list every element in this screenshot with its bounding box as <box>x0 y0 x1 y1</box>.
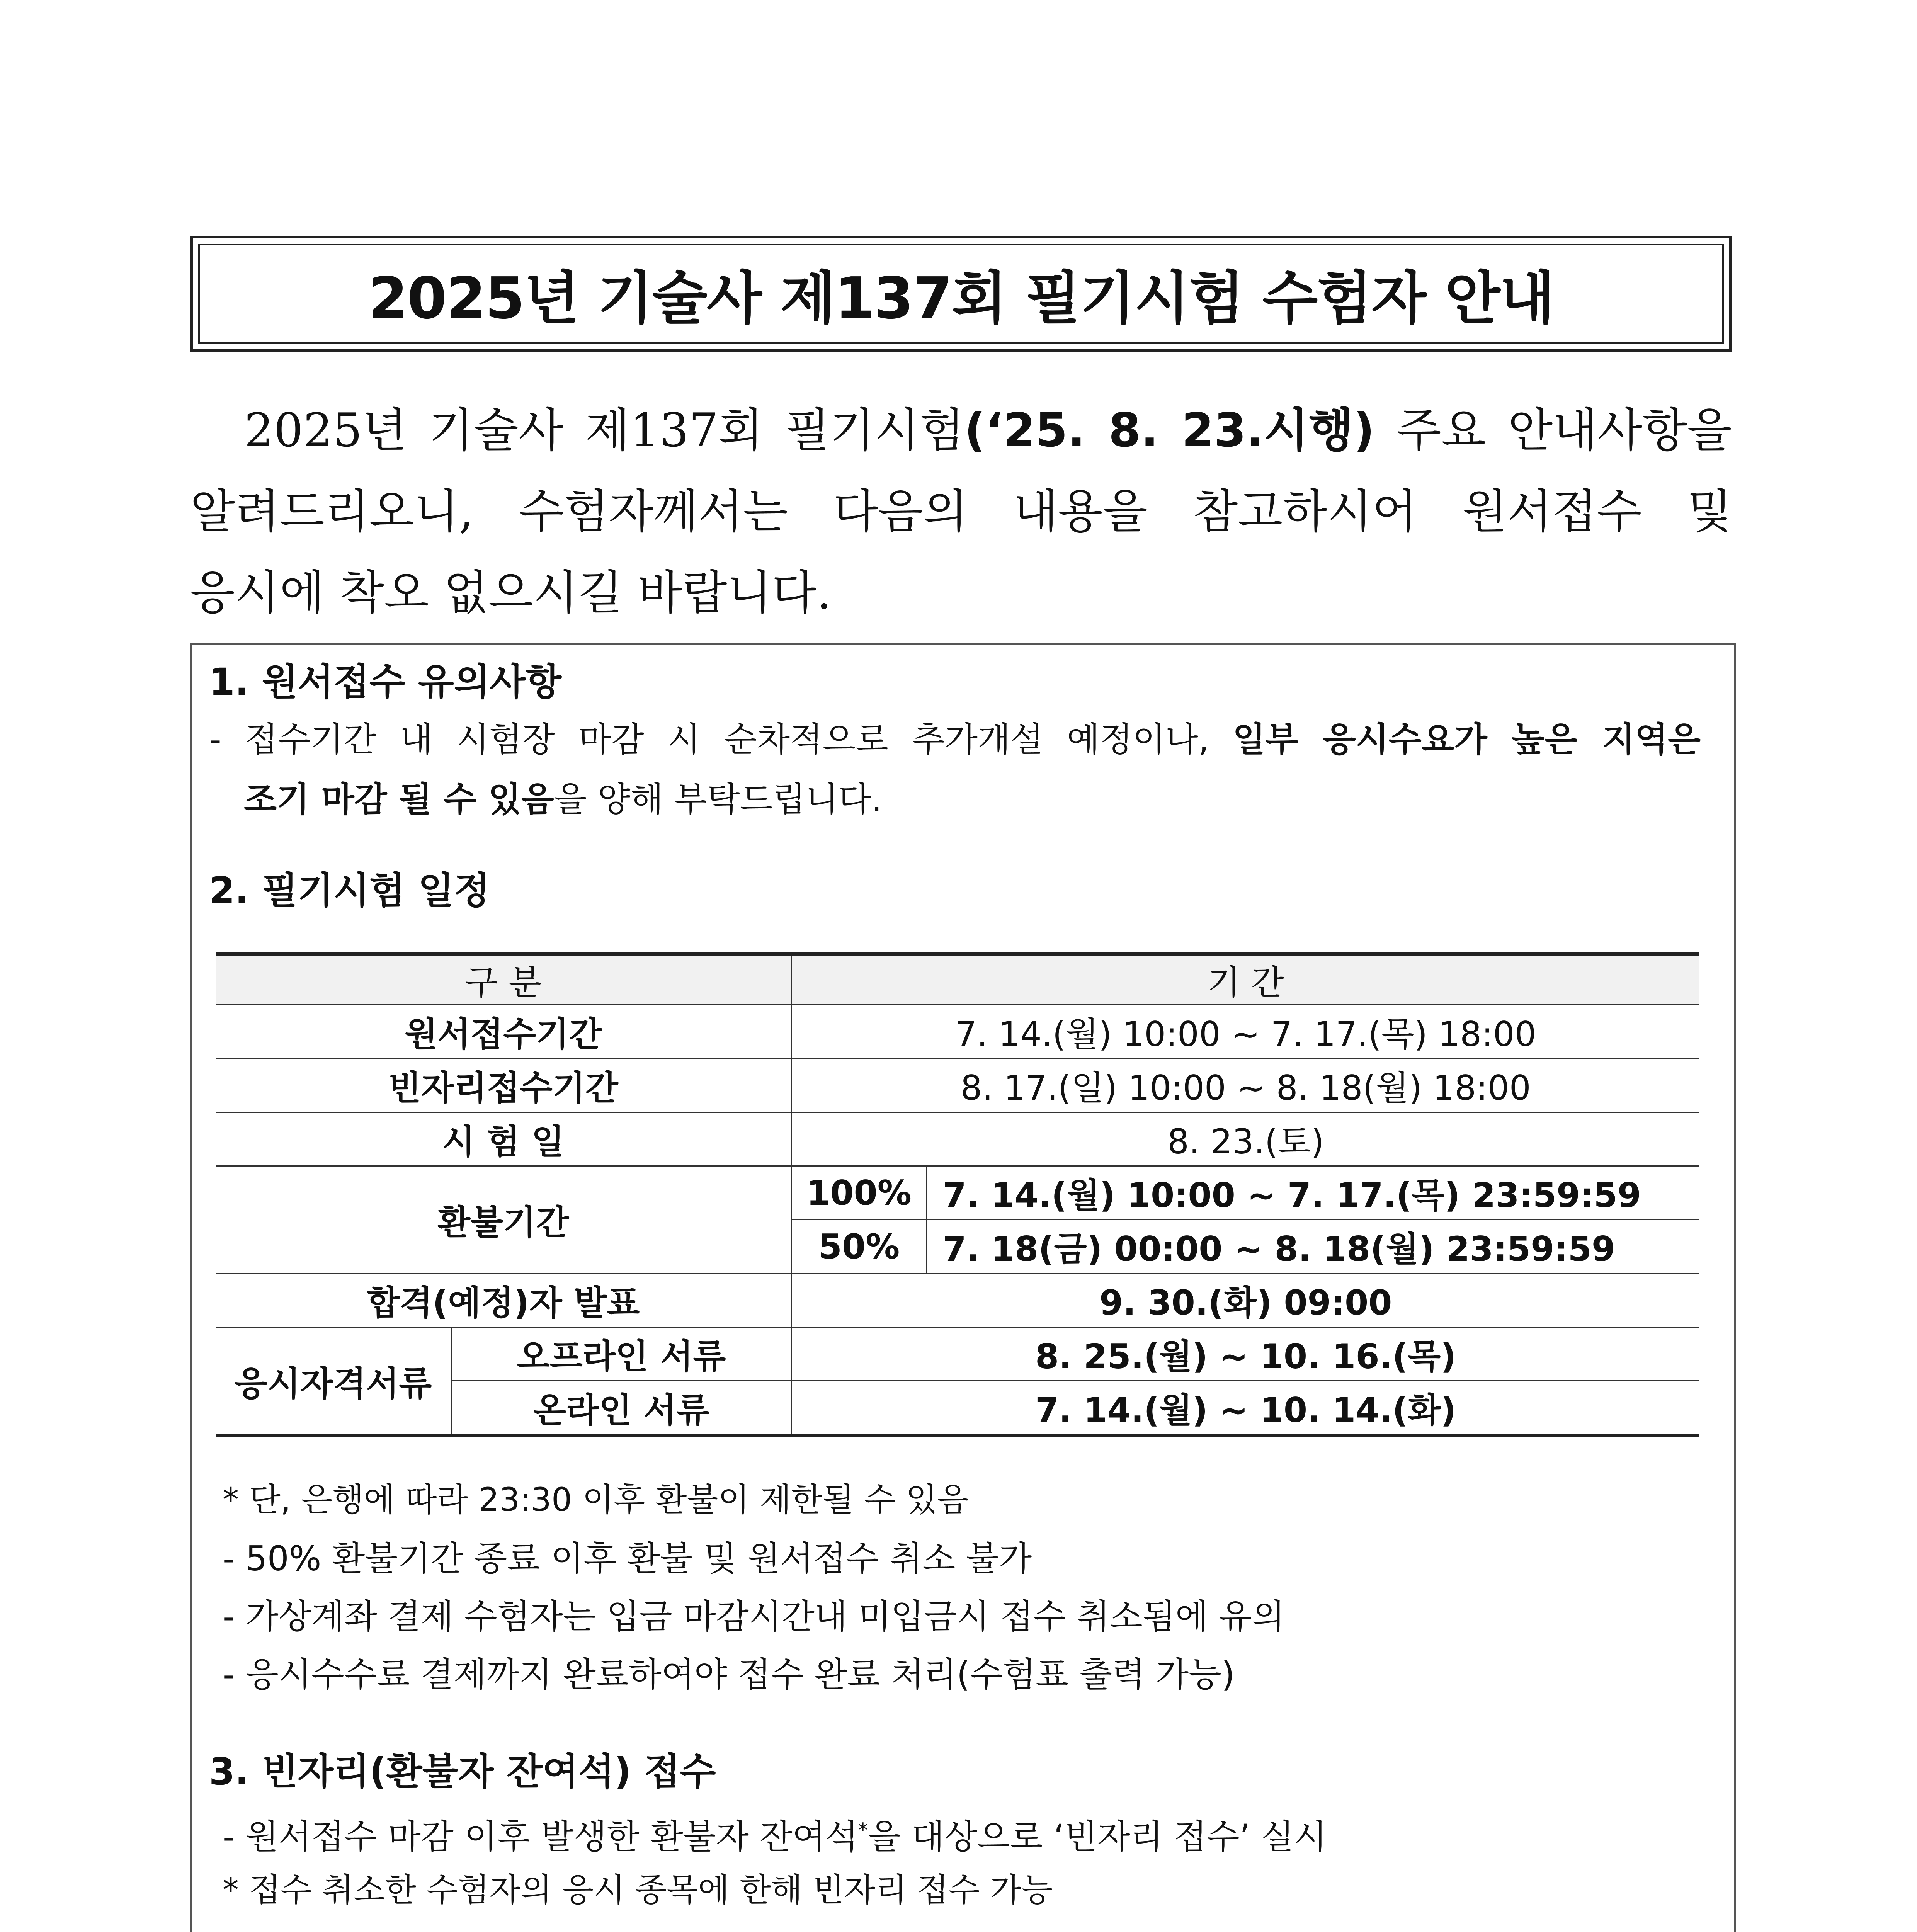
intro-line-1: 2025년 기술사 제137회 필기시험(‘25. 8. 23.시행) 주요 안내사항을 <box>244 404 1732 457</box>
s2-note-4: - 응시수수료 결제까지 완료하여야 접수 완료 처리(수험표 출력 가능) <box>223 1655 1235 1694</box>
row-result-label: 합격(예정)자 발표 <box>216 1274 791 1327</box>
row-offline-label: 오프라인 서류 <box>451 1327 791 1381</box>
section-1-heading: 1. 원서접수 유의사항 <box>209 660 561 704</box>
refund-50-label: 50% <box>791 1220 927 1274</box>
page-title: 2025년 기술사 제137회 필기시험 수험자 안내 <box>198 244 1724 344</box>
header-period: 기 간 <box>791 954 1699 1005</box>
row-apply-value: 7. 14.(월) 10:00 ~ 7. 17.(목) 18:00 <box>791 1005 1699 1059</box>
row-vacancy-label: 빈자리접수기간 <box>216 1059 791 1112</box>
row-online-value: 7. 14.(월) ~ 10. 14.(화) <box>791 1381 1699 1436</box>
section-3-heading: 3. 빈자리(환불자 잔여석) 접수 <box>209 1750 716 1793</box>
row-apply-label: 원서접수기간 <box>216 1005 791 1059</box>
content-box <box>190 643 1736 1932</box>
row-docs-label: 응시자격서류 <box>216 1327 451 1436</box>
s3-line-1: - 원서접수 마감 이후 발생한 환불자 잔여석*을 대상으로 ‘빈자리 접수’ 실시 <box>223 1817 1327 1857</box>
row-exam-value: 8. 23.(토) <box>791 1112 1699 1166</box>
row-exam-label: 시 험 일 <box>216 1112 791 1166</box>
row-result-value: 9. 30.(화) 09:00 <box>791 1274 1699 1327</box>
s1-line-2: 조기 마감 될 수 있음을 양해 부탁드립니다. <box>244 779 882 819</box>
row-online-label: 온라인 서류 <box>451 1381 791 1436</box>
row-refund-label: 환불기간 <box>216 1166 791 1274</box>
s2-note-3: - 가상계좌 결제 수험자는 입금 마감시간내 미입금시 접수 취소됨에 유의 <box>223 1597 1285 1636</box>
s2-note-1: * 단, 은행에 따라 23:30 이후 환불이 제한될 수 있음 <box>223 1481 969 1519</box>
s3-line-2: * 접수 취소한 수험자의 응시 종목에 한해 빈자리 접수 가능 <box>223 1871 1053 1909</box>
refund-100-label: 100% <box>791 1166 927 1220</box>
refund-50-value: 7. 18(금) 00:00 ~ 8. 18(월) 23:59:59 <box>927 1220 1699 1274</box>
intro-line-3: 응시에 착오 없으시길 바랍니다. <box>190 566 832 620</box>
s2-note-2: - 50% 환불기간 종료 이후 환불 및 원서접수 취소 불가 <box>223 1539 1032 1578</box>
title-box <box>190 236 1732 352</box>
header-category: 구 분 <box>216 954 791 1005</box>
row-vacancy-value: 8. 17.(일) 10:00 ~ 8. 18(월) 18:00 <box>791 1059 1699 1112</box>
exam-schedule-table <box>216 952 1699 1437</box>
intro-line-2: 알려드리오니, 수험자께서는 다음의 내용을 참고하시어 원서접수 및 <box>190 485 1732 539</box>
refund-100-value: 7. 14.(월) 10:00 ~ 7. 17.(목) 23:59:59 <box>927 1166 1699 1220</box>
intro-paragraph <box>190 390 1732 634</box>
row-offline-value: 8. 25.(월) ~ 10. 16.(목) <box>791 1327 1699 1381</box>
s1-line-1: - 접수기간 내 시험장 마감 시 순차적으로 추가개설 예정이나, 일부 응시수요가 높은 지역은 <box>209 719 1701 759</box>
section-2-heading: 2. 필기시험 일정 <box>209 869 490 912</box>
